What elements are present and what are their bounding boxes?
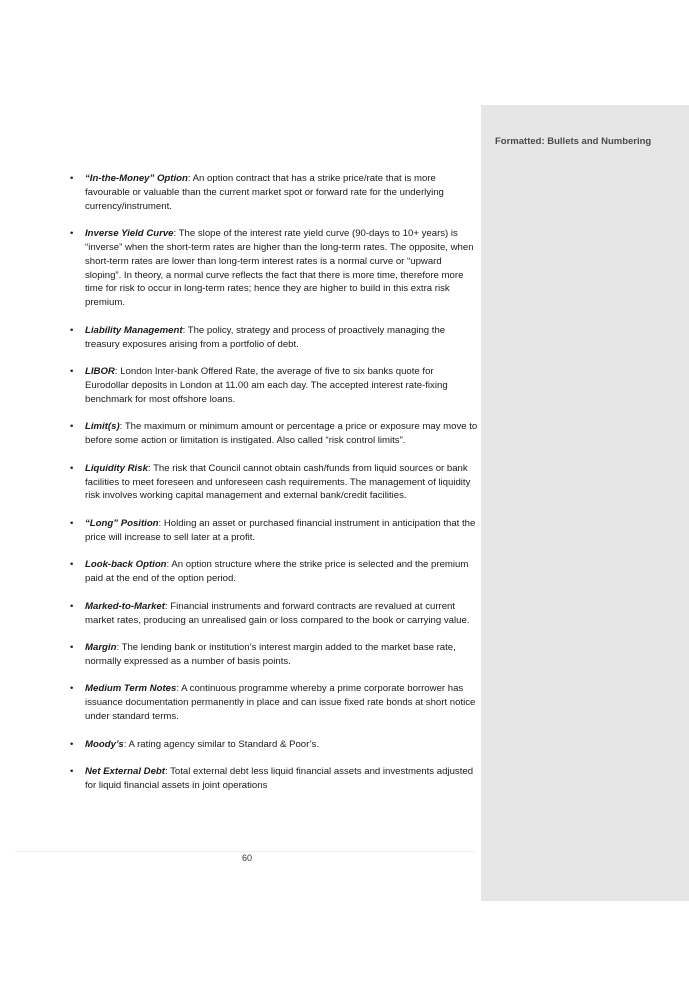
glossary-term: Look-back Option (85, 559, 167, 571)
glossary-definition: : A continuous programme whereby a prime corporate borrower has issuance documentation permanently in place and can issue fixed rate bonds at short notice under standard terms. (85, 683, 476, 723)
glossary-definition: : London Inter-bank Offered Rate, the average of five to six banks quote for Eurodollar deposits in London at 11.00 am each day. The accepted interest rate-fixing benchmark for most offshore loans. (85, 366, 448, 405)
glossary-item (70, 600, 478, 628)
glossary-item (70, 738, 478, 752)
bullet-icon: • (70, 766, 74, 778)
glossary-item (70, 558, 478, 586)
footer-divider (15, 851, 475, 852)
glossary-item (70, 172, 478, 213)
glossary-term: Limit(s) (85, 421, 120, 433)
glossary-item (70, 462, 478, 503)
glossary-term: Liability Management (85, 324, 183, 336)
glossary-term: LIBOR (85, 366, 115, 378)
glossary-item (70, 227, 478, 310)
glossary-term: Inverse Yield Curve (85, 228, 174, 240)
page-number: 60 (241, 853, 252, 863)
glossary-item (70, 517, 478, 545)
bullet-icon: • (70, 738, 74, 750)
bullet-icon: • (70, 173, 74, 184)
glossary-definition: : The lending bank or institution’s interest margin added to the market base rate, normally expressed as a number of basis points. (85, 642, 456, 667)
bullet-icon: • (70, 517, 74, 529)
comment-title: Formatted: Bullets and Numbering (495, 136, 652, 147)
glossary-item (70, 365, 478, 406)
bullet-icon: • (70, 600, 74, 612)
glossary-definition: : The maximum or minimum amount or percentage a price or exposure may move to before some action or limitation is instigated. Also called “risk control limits”. (85, 421, 478, 447)
glossary-definition: : An option contract that has a strike price/rate that is more favourable or valuable than the current market spot or forward rate for the underlying currency/instrument. (85, 173, 444, 212)
glossary-term: Marked-to-Market (85, 600, 165, 612)
glossary-term: Moody’s (85, 738, 124, 750)
comment-pane (481, 105, 689, 901)
glossary-definition: : The slope of the interest rate yield curve (90-days to 10+ years) is “inverse” when the short-term rates are higher than the long-term rates. The opposite, when short-term rates are lower than long-term interest rates is a normal curve or “upward sloping”. In theory, a normal curve reflects the fact that there is more time, therefore more time for risk to occur in long-term rates; hence they are higher to build in this extra risk premium. (85, 228, 474, 309)
glossary-term: Liquidity Risk (85, 462, 148, 474)
glossary-definition: : Holding an asset or purchased financial instrument in anticipation that the price will increase to sell later at a profit. (85, 517, 476, 543)
glossary-item (70, 682, 478, 723)
glossary-item (70, 420, 478, 448)
bullet-icon: • (70, 366, 74, 378)
glossary-definition: : The policy, strategy and process of proactively managing the treasury exposures arising from a portfolio of debt. (85, 324, 446, 350)
glossary-definition: : Total external debt less liquid financial assets and investments adjusted for liquid financial assets in joint operations (85, 766, 474, 792)
glossary-definition: : An option structure where the strike price is selected and the premium paid at the end of the option period. (85, 559, 469, 585)
glossary-definition: : Financial instruments and forward contracts are revalued at current market rates, producing an unrealised gain or loss compared to the book or carrying value. (85, 600, 470, 626)
bullet-icon: • (70, 559, 74, 571)
glossary-term: “Long” Position (85, 517, 159, 529)
glossary-term: Net External Debt (85, 766, 165, 778)
glossary-term: Medium Term Notes (85, 683, 177, 695)
bullet-icon: • (70, 642, 74, 654)
glossary-term: “In-the-Money” Option (85, 173, 188, 184)
bullet-icon: • (70, 228, 74, 240)
glossary-list (70, 172, 478, 793)
glossary-definition: : The risk that Council cannot obtain cash/funds from liquid sources or bank facilities to meet foreseen and unforeseen cash requirements. The management of liquidity risk involves working capital management and external bank/credit facilities. (85, 462, 471, 502)
glossary-definition: : A rating agency similar to Standard & Poor’s. (123, 738, 320, 750)
glossary-item (70, 765, 478, 793)
bullet-icon: • (70, 683, 74, 695)
bullet-icon: • (70, 462, 74, 474)
glossary-term: Margin (85, 642, 117, 654)
glossary-item (70, 641, 478, 669)
bullet-icon: • (70, 324, 74, 336)
glossary-item (70, 324, 478, 352)
bullet-icon: • (70, 421, 74, 433)
document-body (70, 172, 478, 807)
